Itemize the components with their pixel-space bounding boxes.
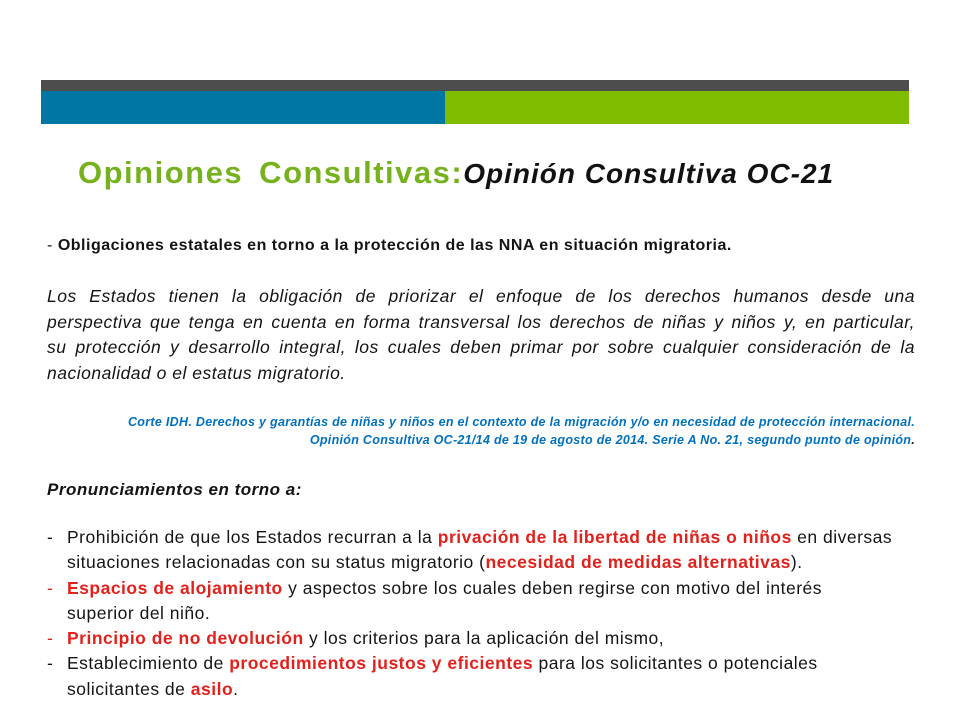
list-item-body [67,525,915,576]
list-item-line [67,550,915,575]
list-item-line [67,651,915,676]
text-segment: ). [790,552,803,573]
slide-title [78,153,834,194]
paragraph-line: perspectiva que tenga en cuenta en forma transversal los derechos de niñas y niños y, en particular, [47,311,915,332]
pronouncements-heading: Pronunciamientos en torno a: [47,480,302,499]
text-segment: y los criterios para la aplicación del mismo, [303,628,665,649]
citation-text: Opinión Consultiva OC-21/14 de 19 de agosto de 2014. Serie A No. 21, segundo punto de opinión [309,433,912,447]
citation-line [47,413,915,431]
list-item-line [67,626,915,651]
text-segment: Principio de no devolución [67,628,304,649]
text-segment: . [233,678,239,699]
text-segment: Prohibición de que los Estados recurran a la [67,527,438,547]
paragraph-line: nacionalidad o el estatus migratorio. [47,363,346,384]
list-item-body [67,576,915,627]
text-segment: y aspectos sobre los cuales deben regirse con motivo del interés [282,577,823,598]
text-segment: para los solicitantes o potenciales [533,653,818,674]
text-segment: asilo [190,678,234,699]
list-item-line [67,525,915,550]
text-segment: procedimientos justos y eficientes [229,653,534,674]
text-segment: situaciones relacionadas con su status migratorio ( [67,552,486,573]
text-segment: superior del niño. [67,602,211,623]
list-item [47,626,915,651]
paragraph-line: su protección y desarrollo integral, los cuales deben primar por sobre cualquier consideración de la [47,337,915,358]
list-marker: - [47,527,54,547]
intro-text: Obligaciones estatales en torno a la protección de las NNA en situación migratoria. [57,237,732,254]
intro-marker: - [47,237,53,254]
list-item-line [67,677,915,702]
list-marker: - [47,577,54,598]
title-sub: Opinión Consultiva OC-21 [463,158,835,189]
list-item [47,651,915,702]
body-paragraph [47,284,915,387]
citation-line [47,431,915,449]
list-item [47,576,915,627]
list-item-line [67,601,915,626]
list-marker: - [47,628,54,649]
list-item [47,525,915,576]
list-item-body [67,651,915,702]
citation [47,413,915,449]
list-marker: - [47,653,54,674]
paragraph-line: Los Estados tienen la obligación de priorizar el enfoque de los derechos humanos desde una [47,286,915,306]
text-segment: solicitantes de [67,678,191,699]
text-segment: privación de la libertad de niñas o niños [437,527,792,547]
title-main: Opiniones Consultivas: [78,155,464,190]
header-bar-green [445,91,909,124]
intro-line [47,236,732,256]
header-bar-blue [41,91,445,124]
list-item-body [67,626,915,651]
header-bar-dark [41,80,909,91]
text-segment: Espacios de alojamiento [67,577,283,598]
citation-period: . [911,433,915,447]
list-item-line [67,576,915,601]
citation-text: Corte IDH. Derechos y garantías de niñas y niños en el contexto de la migración y/o en necesidad de protección internacional. [127,415,915,429]
pronouncements-list [47,525,915,702]
text-segment: Establecimiento de [67,653,230,674]
text-segment: en diversas [791,527,893,547]
text-segment: necesidad de medidas alternativas [485,552,791,573]
